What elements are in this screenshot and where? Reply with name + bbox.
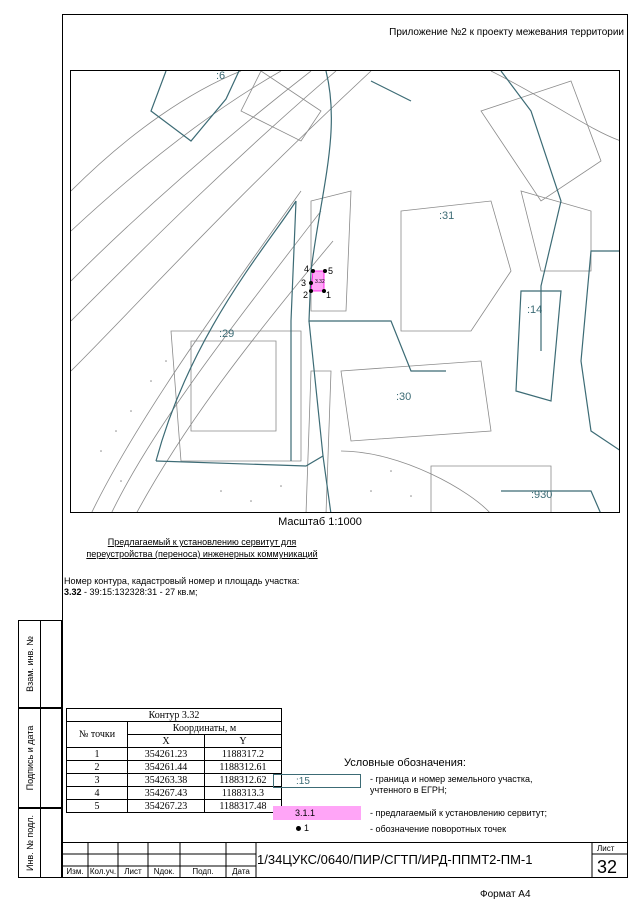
servitut-title <box>62 536 342 560</box>
parcel-boundaries <box>151 71 620 513</box>
contour-number: 3.32 <box>64 587 82 597</box>
table-row <box>67 800 282 813</box>
point-label-2: 2 <box>303 290 309 300</box>
cell-point: 3 <box>67 774 128 787</box>
topo-base <box>71 71 620 513</box>
table-row <box>67 787 282 800</box>
legend-point-text: - обозначение поворотных точек <box>370 824 507 834</box>
point-dot-icon <box>296 826 301 831</box>
cell-x: 354261.23 <box>128 748 205 761</box>
map-svg <box>71 71 620 513</box>
sheet-label: Лист <box>597 844 615 853</box>
cell-point: 4 <box>67 787 128 800</box>
stamp-col-podp: Подп. <box>192 867 214 876</box>
legend-servitut-text: - предлагаемый к установлению сервитут; <box>370 808 548 818</box>
cell-x: 354263.38 <box>128 774 205 787</box>
map-scale: Масштаб 1:1000 <box>278 516 362 528</box>
contour-details: - 39:15:132328:31 - 27 кв.м; <box>81 587 198 597</box>
parcel-label-29: :29 <box>219 328 235 340</box>
stamp-col-date: Дата <box>232 867 250 876</box>
parcel-label-31: :31 <box>439 210 455 222</box>
header-y: Y <box>205 735 282 748</box>
legend-title: Условные обозначения: <box>344 757 466 769</box>
contour-info-line1: Номер контура, кадастровый номер и площадь участка: <box>64 576 300 586</box>
legend-boundary-text <box>370 774 533 796</box>
point-label-4: 4 <box>304 264 310 274</box>
stamp-col-list: Лист <box>124 867 142 876</box>
cell-x: 354267.23 <box>128 800 205 813</box>
header-coords: Координаты, м <box>128 722 282 735</box>
cell-y: 1188313.3 <box>205 787 282 800</box>
cell-x: 354267.43 <box>128 787 205 800</box>
point-label-3: 3 <box>301 278 307 288</box>
point-label-5: 5 <box>328 266 334 276</box>
legend-boundary-line2: учтенного в ЕГРН; <box>370 785 447 795</box>
stamp-col-izm: Изм. <box>66 867 84 876</box>
side-stamp-original-label: Инв. № подл. <box>24 814 35 872</box>
parcel-label-30: :30 <box>396 391 412 403</box>
legend-point-number: 1 <box>304 823 310 833</box>
header-point: № точки <box>67 722 128 748</box>
servitut-label: 3.32 <box>315 279 325 285</box>
side-stamp-original <box>18 808 62 878</box>
servitut-title-line2: переустройства (переноса) инженерных коммуникаций <box>86 549 318 559</box>
cell-y: 1188317.48 <box>205 800 282 813</box>
legend-point-sample <box>296 823 309 833</box>
table-title: Контур 3.32 <box>67 709 282 722</box>
appendix-title: Приложение №2 к проекту межевания территории <box>389 27 624 38</box>
cell-x: 354261.44 <box>128 761 205 774</box>
legend-servitut-sample: 3.1.1 <box>273 806 361 820</box>
table-row <box>67 748 282 761</box>
cell-point: 1 <box>67 748 128 761</box>
header-x: X <box>128 735 205 748</box>
paper-format: Формат А4 <box>480 889 531 900</box>
side-stamp-replacement-label: Взам. инв. № <box>24 636 35 692</box>
side-stamp-signature-label: Подпись и дата <box>24 725 35 791</box>
parcel-label-14: :14 <box>527 304 543 316</box>
point-label-1: 1 <box>326 290 332 300</box>
cell-y: 1188312.62 <box>205 774 282 787</box>
cadastral-map <box>70 70 620 513</box>
stamp-col-ndoc: Nдок. <box>153 867 175 876</box>
cell-y: 1188317.2 <box>205 748 282 761</box>
table-row <box>67 761 282 774</box>
table-row <box>67 774 282 787</box>
cell-point: 5 <box>67 800 128 813</box>
cell-y: 1188312.61 <box>205 761 282 774</box>
sheet-number: 32 <box>597 857 618 877</box>
servitut-title-line1: Предлагаемый к установлению сервитут для <box>107 537 297 547</box>
stamp-col-kolуч: Кол.уч. <box>89 867 117 876</box>
document-designation: 1/34ЦУКС/0640/ПИР/СГТП/ИРД-ППМТ2-ПМ-1 <box>257 852 533 867</box>
legend-boundary-sample: :15 <box>273 774 361 788</box>
parcel-label-930: :930 <box>531 489 553 501</box>
cell-point: 2 <box>67 761 128 774</box>
parcel-label-6: :6 <box>216 71 226 82</box>
side-stamp-replacement <box>18 620 62 708</box>
coordinates-table <box>66 708 282 813</box>
legend-boundary-line1: - граница и номер земельного участка, <box>370 774 533 784</box>
side-stamp-signature <box>18 708 62 808</box>
contour-info <box>64 576 299 598</box>
